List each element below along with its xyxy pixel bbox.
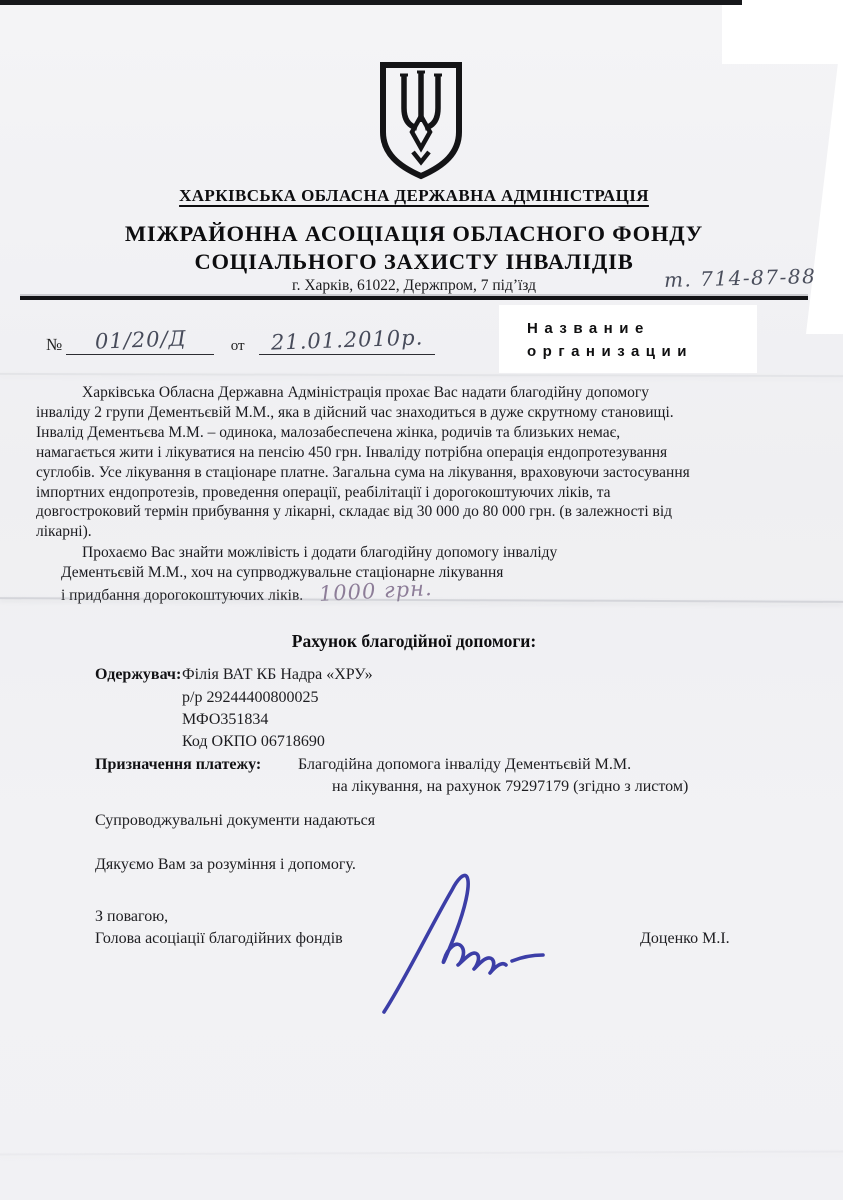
body-text-line: намагається жити і лікуватися на пенсію 450 грн. Інваліду потрібна операція ендопротезування bbox=[36, 443, 668, 461]
body-text-line: довгостроковий термін прибування у лікарні, складає від 30 000 до 80 000 грн. (в залежності від bbox=[36, 503, 673, 521]
reference-date-blank bbox=[259, 325, 435, 355]
bank-mfo-line: МФО351834 bbox=[182, 711, 269, 728]
attachments-note: Супроводжувальні документи надаються bbox=[95, 812, 376, 829]
organization-title-line1: МІЖРАЙОННА АСОЦІАЦІЯ ОБЛАСНОГО ФОНДУ bbox=[124, 221, 704, 246]
org-name-redaction-overlay bbox=[499, 305, 757, 373]
regards-line: З повагою, bbox=[95, 908, 169, 925]
reference-number-blank bbox=[66, 326, 214, 355]
payment-purpose-label: Призначення платежу: bbox=[95, 756, 262, 773]
body-text-line: і придбання дорогокоштуючих ліків. bbox=[61, 587, 304, 604]
signer-title: Голова асоціації благодійних фондів bbox=[95, 930, 343, 947]
body-paragraph-2 bbox=[61, 543, 761, 606]
top-scan-bar bbox=[0, 0, 742, 5]
body-text-line: Харківська Обласна Державна Адміністрація прохає Вас надати благодійну допомогу bbox=[82, 384, 650, 401]
scan-edge-white-corner bbox=[722, 0, 843, 64]
body-text-line: інваліду 2 групи Дементьєвій М.М., яка в дійсний час знаходиться в дуже скрутному становищі. bbox=[36, 403, 674, 421]
body-text-line: імпортних ендопротезів, проведення операції, реабілітації і дорогокоштуючих ліків, та bbox=[36, 483, 611, 501]
handwritten-date: 21.01.2010р. bbox=[270, 325, 424, 355]
body-paragraph-1 bbox=[36, 383, 822, 542]
recipient-label: Одержувач: bbox=[95, 666, 182, 683]
organization-address: г. Харків, 61022, Держпром, 7 під’їзд bbox=[291, 277, 537, 294]
payment-details-heading: Рахунок благодійної допомоги: bbox=[291, 631, 537, 651]
overlay-line2: организации bbox=[527, 343, 693, 360]
body-text-line: Інвалід Дементьєва М.М. – одинока, малозабеспечена жінка, родичів та близьких немає, bbox=[36, 423, 621, 441]
payment-purpose-line1: Благодійна допомога інваліду Дементьєвій М.М. bbox=[298, 756, 632, 773]
signature-scrawl-icon bbox=[372, 866, 550, 1018]
body-text-line: Прохаємо Вас знайти можлівість і додати благодійну допомогу інваліду bbox=[82, 544, 558, 561]
letterhead-divider-rule bbox=[20, 296, 808, 300]
handwritten-amount: 1000 грн. bbox=[318, 576, 434, 606]
recipient-value: Філія ВАТ КБ Надра «ХРУ» bbox=[182, 666, 373, 683]
ukraine-trident-emblem-icon bbox=[376, 60, 466, 182]
number-sign: № bbox=[46, 335, 63, 354]
body-text-line: суглобів. Усе лікування в стаціонаре платне. Загальна сума на лікування, враховуючи застосування bbox=[36, 463, 690, 481]
handwritten-reference-number: 01/20/Д bbox=[94, 326, 187, 354]
reference-line bbox=[46, 325, 435, 355]
okpo-code-line: Код ОКПО 06718690 bbox=[182, 733, 325, 750]
from-label: от bbox=[230, 338, 245, 354]
body-text-line: Дементьєвій М.М., хоч на супрводжувальне стаціонарне лікування bbox=[61, 564, 504, 581]
signer-name: Доценко М.І. bbox=[640, 930, 730, 947]
organization-title-line2: СОЦІАЛЬНОГО ЗАХИСТУ ІНВАЛІДІВ bbox=[194, 249, 634, 274]
payment-purpose-line2: на лікування, на рахунок 79297179 (згідно з листом) bbox=[332, 778, 689, 795]
handwritten-phone-number: т. 714-87-88 bbox=[663, 264, 817, 292]
thanks-note: Дякуємо Вам за розуміння і допомогу. bbox=[95, 856, 356, 873]
body-text-line: лікарні). bbox=[36, 523, 92, 541]
administration-title: ХАРКІВСЬКА ОБЛАСНА ДЕРЖАВНА АДМІНІСТРАЦІЯ bbox=[179, 186, 649, 205]
overlay-line1: Название bbox=[527, 320, 650, 337]
bank-account-line: р/р 29244400800025 bbox=[182, 689, 319, 706]
